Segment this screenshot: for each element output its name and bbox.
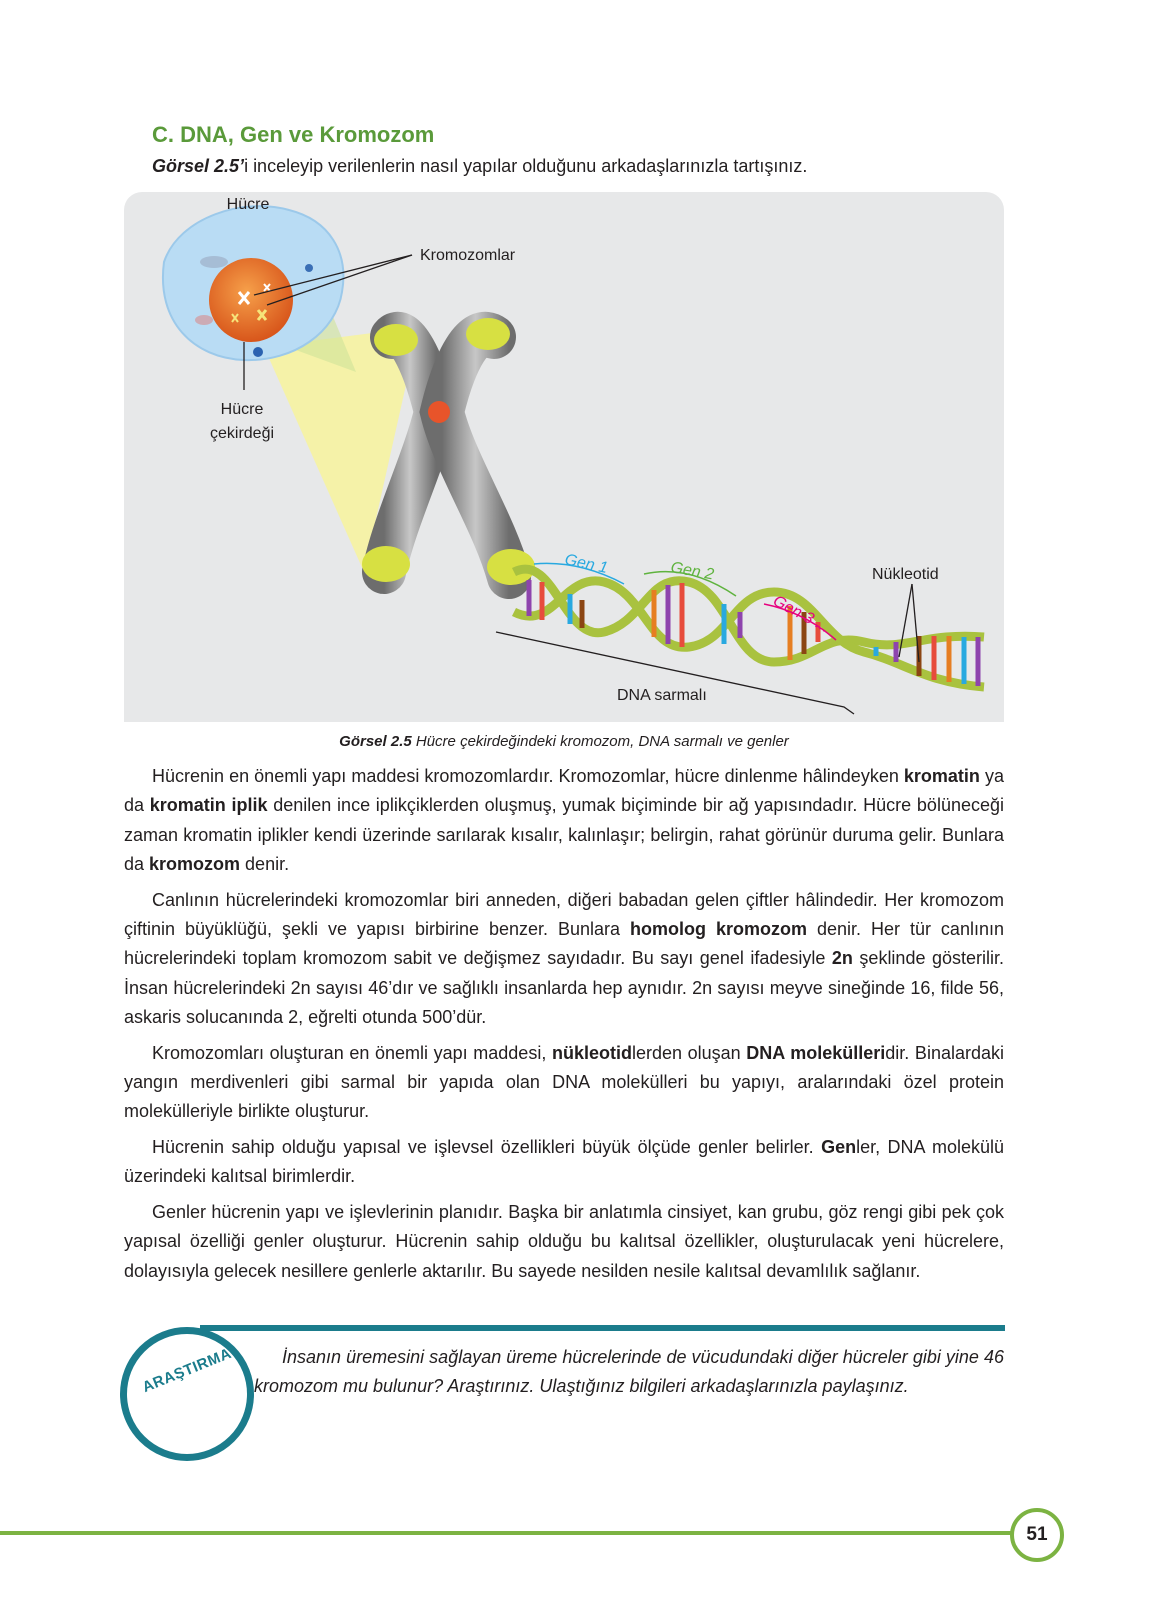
text-run: ya da: [124, 766, 1005, 816]
caption-text: Hücre çekirdeğindeki kromozom, DNA sarmalı ve genler: [411, 733, 789, 750]
text-run: Hücrenin en önemli yapı maddesi kromozomlardır. Kromozomlar, hücre dinlenme hâlindeyken: [152, 766, 904, 786]
text-run: Canlının hücrelerindeki kromozomlar biri anneden, diğeri babadan gelen çiftler hâlindedir. Her kromozom çiftinin büyüklüğü, şekli ve yapısı birbirine benzer. Bunlara: [124, 889, 1004, 940]
research-label: ARAŞTIRMA: [140, 1344, 234, 1397]
intro-text: [152, 156, 1052, 177]
text-run: Genler hücrenin yapı ve işlevlerinin planıdır. Başka bir anlatımla cinsiyet, kan grubu, göz rengi gibi pek çok yapısal özelliği genler oluşturur. Hücrenin sahip olduğu bu kalıtsal özellikler, oluşturulacak yeni hücrelere, dolayısıyla gelecek nesillere genlerle aktarılır. Bu sayede nesilden nesile kalıtsal devamlılık sağlanır.: [124, 1201, 1004, 1281]
paragraph-5: [124, 1198, 1004, 1286]
centromere: [428, 401, 450, 423]
label-nucleus-line2: çekirdeği: [209, 425, 275, 442]
label-gene3: Gen 3 ...: [770, 592, 833, 637]
label-gene2: Gen 2: [669, 559, 716, 584]
research-text: İnsanın üremesini sağlayan üreme hücrelerinde de vücudundaki diğer hücreler gibi yine 46 kromozom mu bulunur? Araştırınız. Ulaştığınız bilgileri arkadaşlarınızla paylaşınız.: [254, 1347, 1004, 1396]
caption-ref: Görsel 2.5: [339, 733, 412, 750]
text-run: dir. Binalardaki yangın merdivenleri gibi sarmal bir yapıda olan DNA molekülleri bu yapıyı, aralarındaki özel protein molekülleriyle birlikte oluşturur.: [124, 1042, 1004, 1122]
text-run: şeklinde gösterilir. İnsan hücrelerindeki 2n sayısı 46’dır ve sağlıklı insanlarda hep aynıdır. 2n sayısı meyve sineğinde 16, filde 56, askaris solucanında 2, eğrelti otunda 500’dür.: [124, 948, 1005, 1028]
figure-caption: [124, 733, 1004, 750]
label-gene1: Gen 1: [563, 551, 610, 577]
term-2n: 2n: [831, 948, 853, 969]
figure-dna-illustration: [124, 192, 1004, 722]
cell-organelle: [195, 315, 213, 325]
label-chromosomes: Kromozomlar: [420, 247, 516, 264]
paragraph-4: [124, 1133, 1004, 1192]
term-kromatin: kromatin: [903, 766, 980, 786]
chromosome-tip: [362, 546, 410, 582]
section-title: C. DNA, Gen ve Kromozom: [152, 122, 435, 147]
chromosome-tip: [466, 318, 510, 350]
intro-figure-ref: Görsel 2.5’: [152, 156, 245, 176]
figure-svg: [124, 192, 1004, 722]
cell-organelle: [305, 264, 313, 272]
footer-line: [0, 1531, 1030, 1535]
label-nucleotide: Nükleotid: [872, 566, 939, 583]
pointer-line: [912, 584, 919, 662]
centrosome: [253, 347, 263, 357]
text-run: Kromozomları oluşturan en önemli yapı maddesi,: [152, 1042, 552, 1063]
term-homolog: homolog kromozom: [630, 919, 807, 940]
term-kromozom: kromozom: [149, 854, 241, 875]
text-run: denilen ince iplikçiklerden oluşmuş, yumak biçiminde bir ağ yapısındadır. Hücre bölüneceği zaman kromatin iplikler kendi üzerinde sarılarak kısalır, kalınlaşır; belirgin, rahat görünür duruma gelir. Bunlara da: [124, 795, 1004, 875]
page-number: 51: [1010, 1508, 1064, 1562]
chromatid-right: [442, 334, 509, 577]
cell-organelle: [200, 256, 228, 268]
text-run: ler, DNA molekülü üzerindeki kalıtsal birimlerdir.: [124, 1136, 1004, 1187]
term-dna: DNA molekülleri: [746, 1042, 886, 1063]
text-run: denir. Her tür canlının hücrelerindeki toplam kromozom sabit ve değişmez sayıdadır. Bu sayı genel ifadesiyle: [124, 919, 1004, 969]
label-cell: Hücre: [226, 196, 270, 213]
label-nucleus-line1: Hücre: [220, 401, 264, 418]
paragraph-1: [124, 762, 1004, 880]
intro-rest: i inceleyip verilenlerin nasıl yapılar olduğunu arkadaşlarınızla tartışınız.: [244, 156, 808, 176]
text-run: denir.: [240, 854, 290, 875]
paragraph-2: [124, 886, 1004, 1033]
paragraph-3: [124, 1039, 1004, 1127]
body-text: [124, 762, 1004, 1292]
text-run: Hücrenin sahip olduğu yapısal ve işlevsel özellikleri büyük ölçüde genler belirler.: [152, 1136, 822, 1157]
research-bar: [200, 1325, 1005, 1331]
chromosome-tip: [374, 324, 418, 356]
term-kromatin-iplik: kromatin iplik: [149, 795, 268, 816]
term-gen: Gen: [821, 1136, 857, 1157]
label-dna-helix: DNA sarmalı: [617, 687, 707, 704]
text-run: lerden oluşan: [631, 1042, 747, 1063]
term-nukleotid: nükleotid: [551, 1042, 632, 1063]
